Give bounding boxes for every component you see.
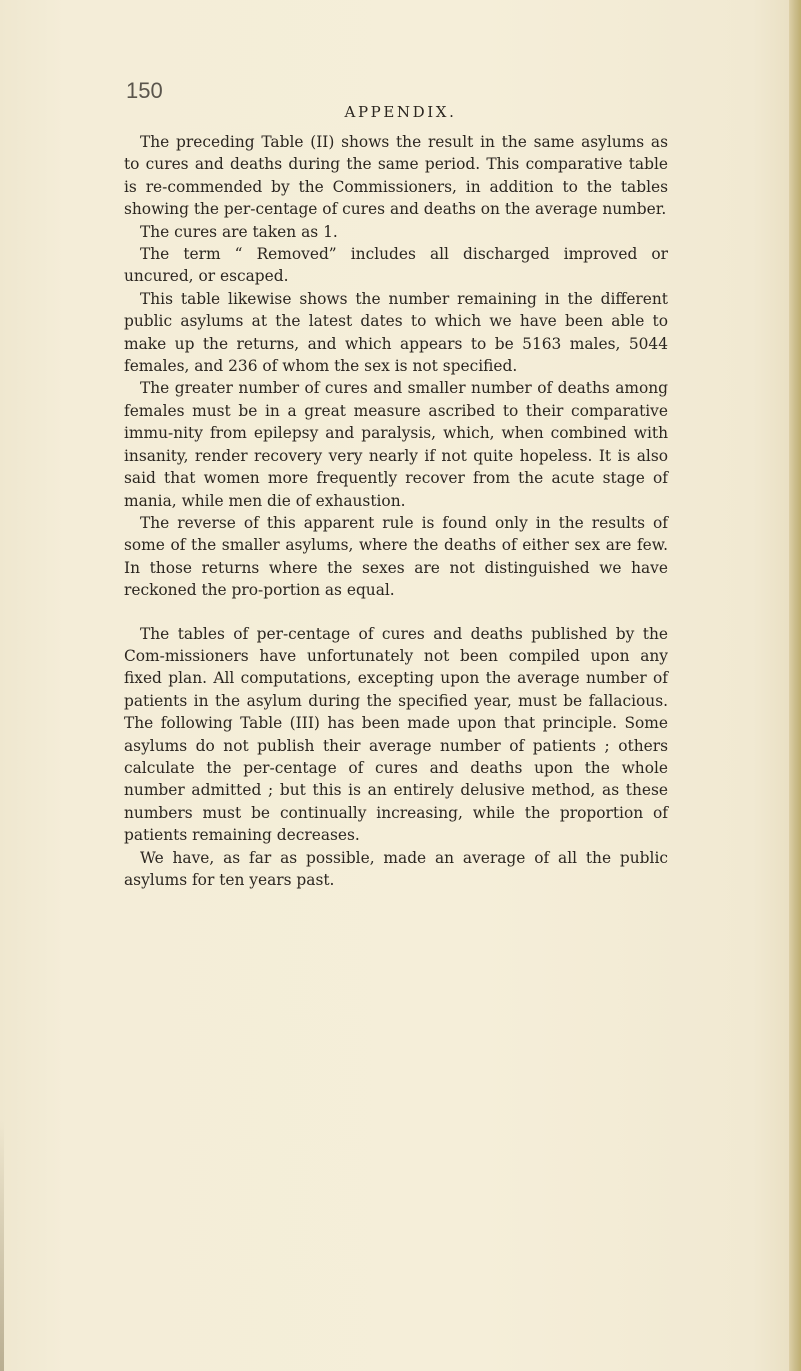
page-edge — [789, 0, 801, 1371]
paragraph: The greater number of cures and smaller number of deaths among females must be in a great measure ascribed to their comparative immu-nity from epilepsy and paralysis, which, when combined with insanity, render recovery very nearly if not quite hopeless. It is also said that women more frequently recover from the acute stage of mania, while men die of exhaustion. — [124, 379, 668, 510]
page-number: 150 — [126, 78, 163, 103]
paragraph: The tables of per-centage of cures and deaths published by the Com-missioners have unfortunately not been compiled upon any fixed plan. All computations, excepting upon the average number of patients in the asylum during the specified year, must be fallacious. The following Table (III) has been made upon that principle. Some asylums do not publish their average number of patients ; others calculate the per-centage of cures and deaths upon the whole number admitted ; but this is an entirely delusive method, as these numbers must be continually increasing, while the proportion of patients remaining decreases. — [124, 624, 668, 845]
running-head: APPENDIX. — [344, 103, 457, 121]
paragraph: This table likewise shows the number remaining in the different public asylums at the latest dates to which we have been able to make up the returns, and which appears to be 5163 males, 5044 females, and 236 of whom the sex is not specified. — [124, 289, 668, 376]
paragraph: The term “ Removed” includes all discharged improved or uncured, or escaped. — [124, 245, 668, 286]
paragraph: The reverse of this apparent rule is found only in the results of some of the smaller asylums, where the deaths of either sex are few. In those returns where the sexes are not distinguished we have reckoned the pro-portion as equal. — [124, 513, 668, 600]
binding-shadow — [0, 1120, 4, 1371]
paragraph: We have, as far as possible, made an average of all the public asylums for ten years past. — [124, 848, 668, 889]
paragraph: The preceding Table (II) shows the result in the same asylums as to cures and deaths during the same period. This comparative table is re-commended by the Commissioners, in addition to the tables showing the per-centage of cures and deaths on the average number. — [124, 133, 668, 219]
paragraph: The cures are taken as 1. — [140, 222, 338, 241]
body-text — [124, 131, 668, 891]
